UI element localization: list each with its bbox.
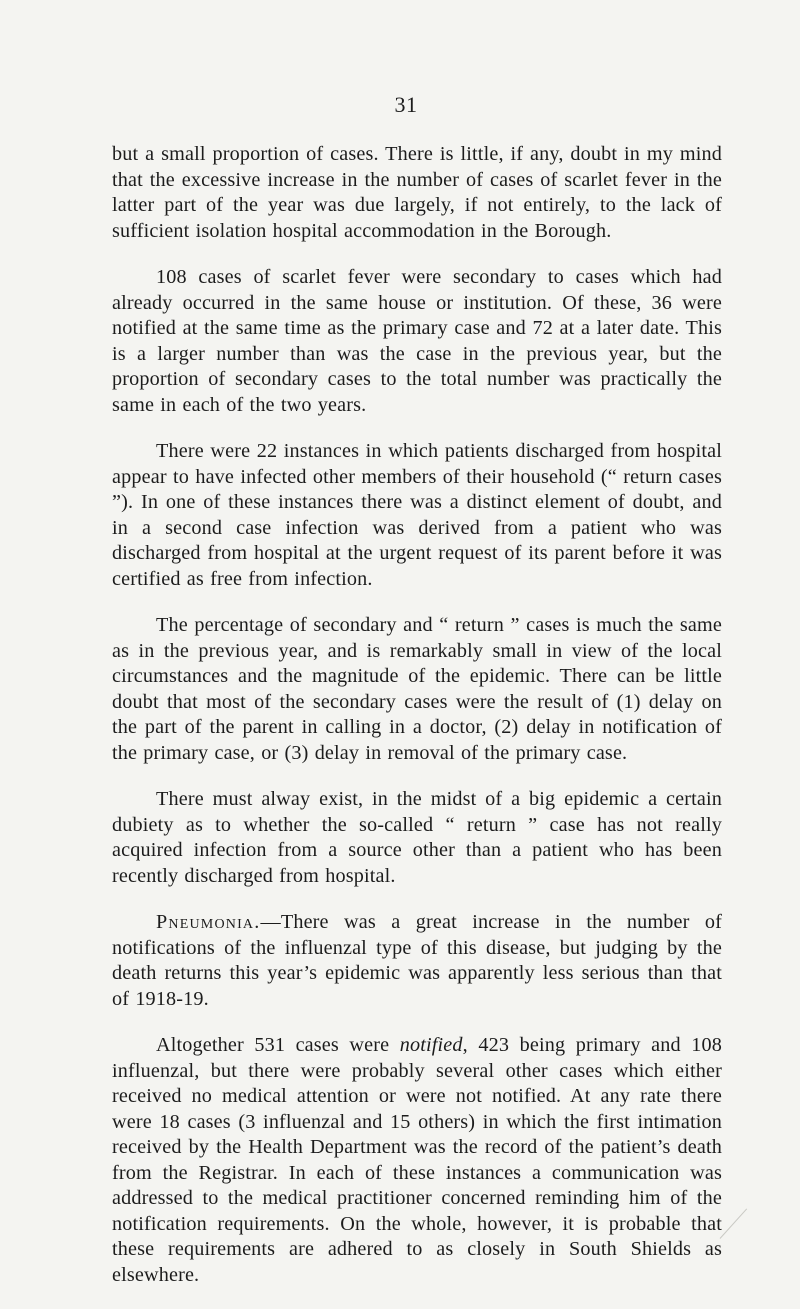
paragraph-pneumonia: [112, 910, 722, 1012]
paragraph-isolation: but a small proportion of cases. There is little, if any, doubt in my mind that the excessive increase in the number of cases of scarlet fever in the latter part of the year was due largely, if not entirely, to the lack of sufficient isolation hospital accommodation in the Borough.: [112, 143, 722, 242]
notified-emphasis: notified: [399, 1034, 463, 1056]
paragraph-percentage: The percentage of secondary and “ return ” cases is much the same as in the previous year, and is remarkably small in view of the local circumstances and the magnitude of the epidemic. There can be little doubt that most of the secondary cases were the result of (1) delay on the part of the parent in calling in a doctor, (2) delay in notification of the primary case, or (3) delay in removal of the primary case.: [112, 614, 722, 764]
paragraph-altogether: [112, 1033, 722, 1288]
pencil-mark: [720, 1208, 748, 1238]
pneumonia-heading: Pneumonia.: [156, 911, 261, 933]
altogether-text-before: Altogether 531 cases were: [156, 1034, 400, 1056]
paragraph-secondary-cases: 108 cases of scarlet fever were secondary to cases which had already occurred in the same house or institution. Of these, 36 were notified at the same time as the primary case and 72 at a later date. This is a larger number than was the case in the previous year, but the proportion of secondary cases to the total number was practically the same in each of the two years.: [112, 266, 722, 416]
altogether-text-after: , 423 being primary and 108 influenzal, but there were probably several other cases which either received no medical attention or were not notified. At any rate there were 18 cases (3 influenzal and 15 others) in which the first intimation received by the Health Department was the record of the patient’s death from the Registrar. In each of these instances a communication was addressed to the medical practitioner concerned reminding him of the notification requirements. On the whole, however, it is probable that these requirements are adhered to as closely in South Shields as elsewhere.: [112, 1034, 723, 1286]
paragraph-return-cases: There were 22 instances in which patients discharged from hospital appear to have infected other members of their household (“ return cases ”). In one of these instances there was a distinct element of doubt, and in a second case infection was derived from a patient who was discharged from hospital at the urgent request of its parent before it was certified as free from infection.: [112, 440, 722, 590]
paragraph-dubiety: There must alway exist, in the midst of a big epidemic a certain dubiety as to whether the so-called “ return ” case has not really acquired infection from a source other than a patient who has been recently discharged from hospital.: [112, 788, 722, 887]
page-number: 31: [394, 92, 418, 117]
body-text: [112, 142, 722, 1309]
pneumonia-text: —There was a great increase in the number of notifications of the influenzal type of this disease, but judging by the death returns this year’s epidemic was apparently less serious than that of 1918-19.: [112, 911, 722, 1010]
